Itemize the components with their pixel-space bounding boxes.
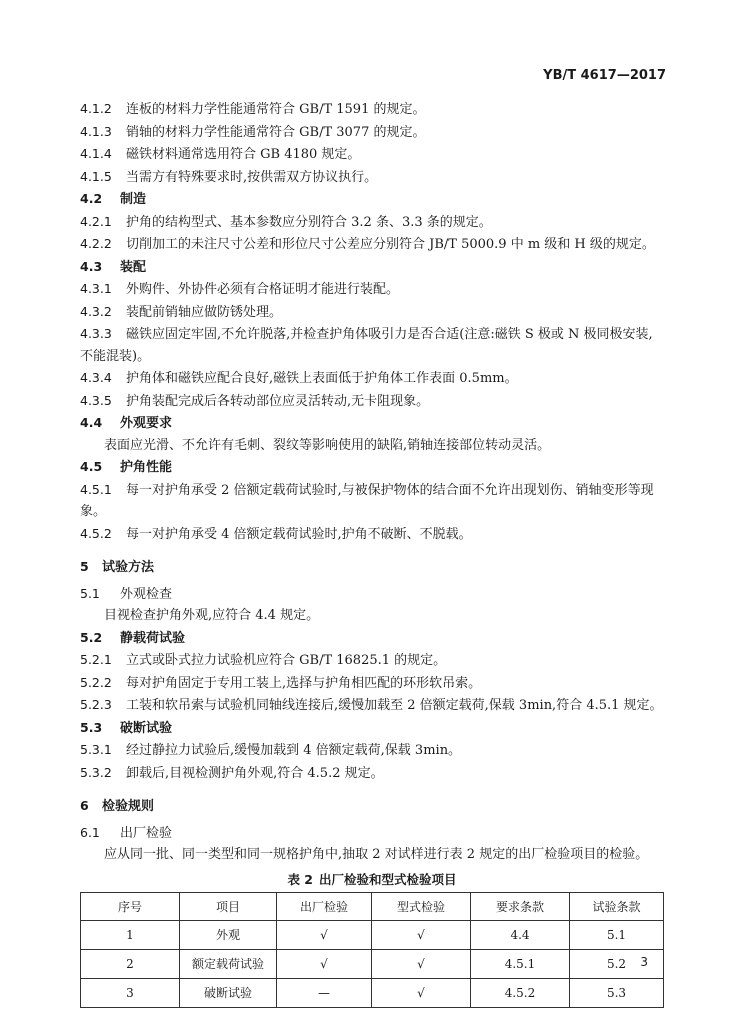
clause [80, 762, 664, 785]
chapter-heading [80, 556, 664, 579]
table-header-cell: 项目 [180, 892, 277, 920]
clause-text: 卸载后,目视检测护角外观,符合 4.5.2 规定。 [126, 765, 384, 781]
table-cell: 5.1 [570, 920, 664, 949]
clause-number: 4.1.4 [80, 146, 112, 161]
clause-text: 外购件、外协件必须有合格证明才能进行装配。 [126, 282, 400, 297]
table-cell: 外观 [180, 920, 277, 949]
table-cell: 破断试验 [180, 978, 277, 1007]
clause-text: 磁铁应固定牢固,不允许脱落,并检查护角体吸引力是否合适(注意:磁铁 S 极或 N 极同极安装, [126, 327, 653, 342]
section-heading [80, 822, 664, 845]
chapter-title: 试验方法 [102, 560, 155, 575]
clause-text: 每一对护角承受 4 倍额定载荷试验时,护角不破断、不脱载。 [126, 526, 472, 542]
clause [80, 672, 664, 695]
clause-text: 磁铁材料通常选用符合 GB 4180 规定。 [126, 147, 361, 162]
clause-text: 每一对护角承受 2 倍额定载荷试验时,与被保护物体的结合面不允许出现划伤、销轴变形等现 [126, 482, 654, 498]
clause-number: 4.2.2 [80, 236, 112, 251]
clause-number: 4.3.3 [80, 326, 112, 341]
clause-text: 切削加工的未注尺寸公差和形位尺寸公差应分别符合 JB/T 5000.9 中 m 级和 H 级的规定。 [126, 237, 655, 252]
clause [80, 233, 664, 256]
section-heading [80, 583, 664, 606]
table-cell: 5.3 [570, 978, 664, 1007]
clause [80, 694, 664, 717]
section-title: 护角性能 [120, 460, 173, 475]
table-cell: — [277, 978, 372, 1007]
table-row [81, 978, 664, 1007]
clause [80, 98, 664, 121]
table-row [81, 920, 664, 949]
chapter-title: 检验规则 [102, 799, 155, 814]
chapter-heading [80, 795, 664, 818]
section-number: 5.1 [80, 585, 100, 601]
table-cell: √ [372, 949, 471, 978]
clause-text: 连板的材料力学性能通常符合 GB/T 1591 的规定。 [126, 102, 426, 117]
section-number: 4.5 [80, 459, 103, 474]
clause [80, 649, 664, 672]
clause-continuation: 不能混装)。 [80, 348, 151, 364]
section-number: 5.2 [80, 629, 103, 645]
paragraph: 应从同一批、同一类型和同一规格护角中,抽取 2 对试样进行表 2 规定的出厂检验项目的检验。 [104, 847, 649, 862]
clause-text: 经过静拉力试验后,缓慢加载到 4 倍额定载荷,保载 3min。 [126, 743, 462, 758]
table-cell: √ [277, 949, 372, 978]
clause-text: 护角装配完成后各转动部位应灵活转动,无卡阻现象。 [126, 393, 430, 409]
clause-text: 当需方有特殊要求时,按供需双方协议执行。 [126, 169, 378, 185]
section-title: 外观检查 [120, 586, 173, 602]
clause-text: 立式或卧式拉力试验机应符合 GB/T 16825.1 的规定。 [126, 653, 447, 668]
section-title: 制造 [120, 192, 147, 207]
page-number: 3 [640, 955, 648, 969]
table-cell: 3 [81, 978, 180, 1007]
clause-number: 4.3.1 [80, 281, 112, 296]
table-header-cell: 要求条款 [471, 892, 570, 920]
clause-number: 4.3.4 [80, 370, 112, 385]
clause [80, 523, 664, 546]
clause-continuation: 象。 [80, 504, 107, 519]
section-number: 4.3 [80, 258, 103, 274]
section-title: 静载荷试验 [120, 630, 186, 646]
clause-number: 4.5.2 [80, 525, 112, 541]
table-cell: 2 [81, 949, 180, 978]
clause-text: 工装和软吊索与试验机同轴线连接后,缓慢加载至 2 倍额定载荷,保载 3min,符合 4.5.1 规定。 [126, 698, 663, 713]
clause-number: 4.1.2 [80, 101, 112, 116]
clause [80, 143, 664, 166]
clause [80, 301, 664, 324]
clause-number: 4.5.1 [80, 481, 112, 497]
section-number: 4.2 [80, 191, 103, 206]
clause-number: 4.1.3 [80, 123, 112, 139]
table-header-cell: 试验条款 [570, 892, 664, 920]
table-caption [80, 870, 664, 888]
clause-number: 4.3.2 [80, 303, 112, 319]
table-cell: 4.5.1 [471, 949, 570, 978]
table-header-cell: 序号 [81, 892, 180, 920]
clause-text: 销轴的材料力学性能通常符合 GB/T 3077 的规定。 [126, 124, 426, 140]
standard-number: YB/T 4617—2017 [543, 68, 666, 83]
clause-number: 4.3.5 [80, 392, 112, 408]
section-heading [80, 256, 664, 279]
clause [80, 367, 664, 390]
table-cell: √ [372, 978, 471, 1007]
section-number: 5.3 [80, 719, 103, 735]
table-caption-number: 表 2 [287, 871, 314, 887]
clause [80, 323, 664, 346]
clause-text: 装配前销轴应做防锈处理。 [126, 304, 283, 320]
clause-number: 5.3.2 [80, 764, 112, 780]
table-cell: 1 [81, 920, 180, 949]
table-cell: 4.5.2 [471, 978, 570, 1007]
clause [80, 739, 664, 762]
clause [80, 121, 664, 144]
section-heading [80, 188, 664, 211]
section-heading [80, 412, 664, 435]
paragraph: 目视检查护角外观,应符合 4.4 规定。 [104, 608, 320, 623]
table-header-cell: 出厂检验 [277, 892, 372, 920]
section-title: 装配 [120, 259, 147, 275]
table-cell: 4.4 [471, 920, 570, 949]
section-number: 4.4 [80, 415, 103, 430]
document-body [80, 98, 664, 1008]
table-header-cell: 型式检验 [372, 892, 471, 920]
clause [80, 479, 664, 502]
clause-number: 5.2.2 [80, 674, 112, 690]
clause [80, 390, 664, 413]
table-caption-title: 出厂检验和型式检验项目 [319, 871, 457, 887]
section-title: 破断试验 [120, 720, 173, 736]
clause-number: 5.3.1 [80, 742, 112, 757]
section-title: 外观要求 [120, 416, 173, 431]
clause-number: 4.1.5 [80, 168, 112, 184]
section-heading [80, 717, 664, 740]
clause-text: 护角体和磁铁应配合良好,磁铁上表面低于护角体工作表面 0.5mm。 [126, 371, 518, 386]
clause [80, 278, 664, 301]
section-heading [80, 627, 664, 650]
table-cell: 额定载荷试验 [180, 949, 277, 978]
inspection-table [80, 892, 664, 1008]
clause [80, 166, 664, 189]
section-title: 出厂检验 [120, 825, 173, 841]
clause-number: 5.2.3 [80, 697, 112, 712]
section-number: 6.1 [80, 824, 100, 840]
table-cell: √ [372, 920, 471, 949]
clause [80, 211, 664, 234]
table-header-row [81, 892, 664, 920]
chapter-number: 5 [80, 559, 89, 574]
chapter-number: 6 [80, 798, 89, 813]
clause-number: 5.2.1 [80, 652, 112, 667]
clause-text: 护角的结构型式、基本参数应分别符合 3.2 条、3.3 条的规定。 [126, 214, 492, 230]
paragraph: 表面应光滑、不允许有毛刺、裂纹等影响使用的缺陷,销轴连接部位转动灵活。 [104, 437, 551, 453]
table-cell: √ [277, 920, 372, 949]
clause-number: 4.2.1 [80, 213, 112, 229]
clause-text: 每对护角固定于专用工装上,选择与护角相匹配的环形软吊索。 [126, 675, 482, 691]
section-heading [80, 456, 664, 479]
table-cell: 5.2 [570, 949, 664, 978]
table-row [81, 949, 664, 978]
